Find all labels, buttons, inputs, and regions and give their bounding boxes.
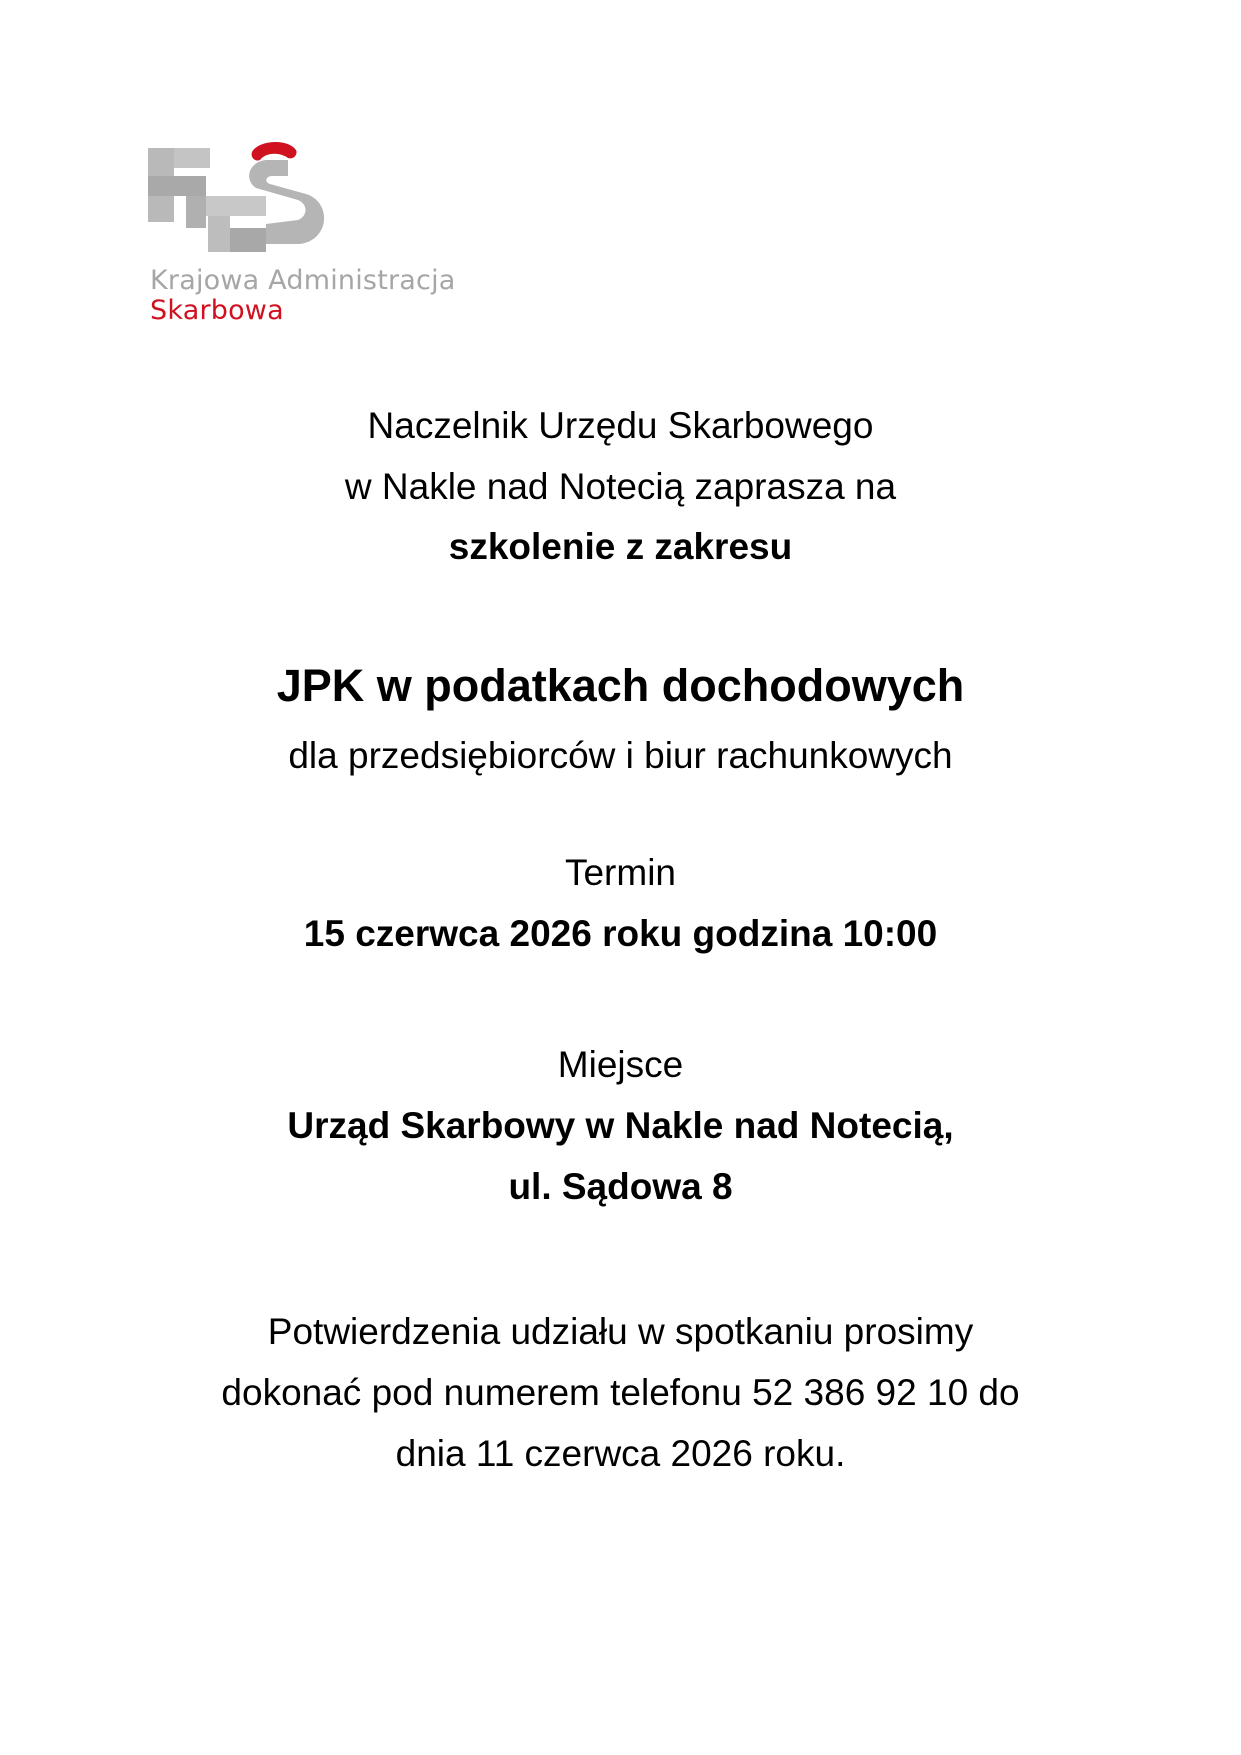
invite-line-3: szkolenie z zakresu [448, 526, 793, 567]
date-label: Termin [564, 852, 677, 893]
invite-line-2: w Nakle nad Notecią zaprasza na [344, 466, 897, 507]
kas-logo [148, 140, 568, 340]
training-title: JPK w podatkach dochodowych [276, 660, 965, 711]
confirmation-line-2: dokonać pod numerem telefonu 52 386 92 10 do [221, 1372, 1020, 1413]
training-subtitle: dla przedsiębiorców i biur rachunkowych [288, 735, 953, 776]
logo-line-2: Skarbowa [150, 295, 284, 326]
invite-line-1: Naczelnik Urzędu Skarbowego [367, 405, 874, 446]
confirmation-line-1: Potwierdzenia udziału w spotkaniu prosimy [267, 1311, 974, 1352]
place-value-line-2: ul. Sądowa 8 [508, 1166, 733, 1207]
date-value: 15 czerwca 2026 roku godzina 10:00 [303, 913, 938, 954]
logo-line-1: Krajowa Administracja [150, 265, 456, 296]
kas-logo-text [150, 266, 456, 326]
kas-logo-mark [148, 140, 328, 255]
confirmation-line-3: dnia 11 czerwca 2026 roku. [395, 1433, 846, 1474]
place-value-line-1: Urząd Skarbowy w Nakle nad Notecią, [287, 1105, 954, 1146]
place-label: Miejsce [557, 1044, 684, 1085]
